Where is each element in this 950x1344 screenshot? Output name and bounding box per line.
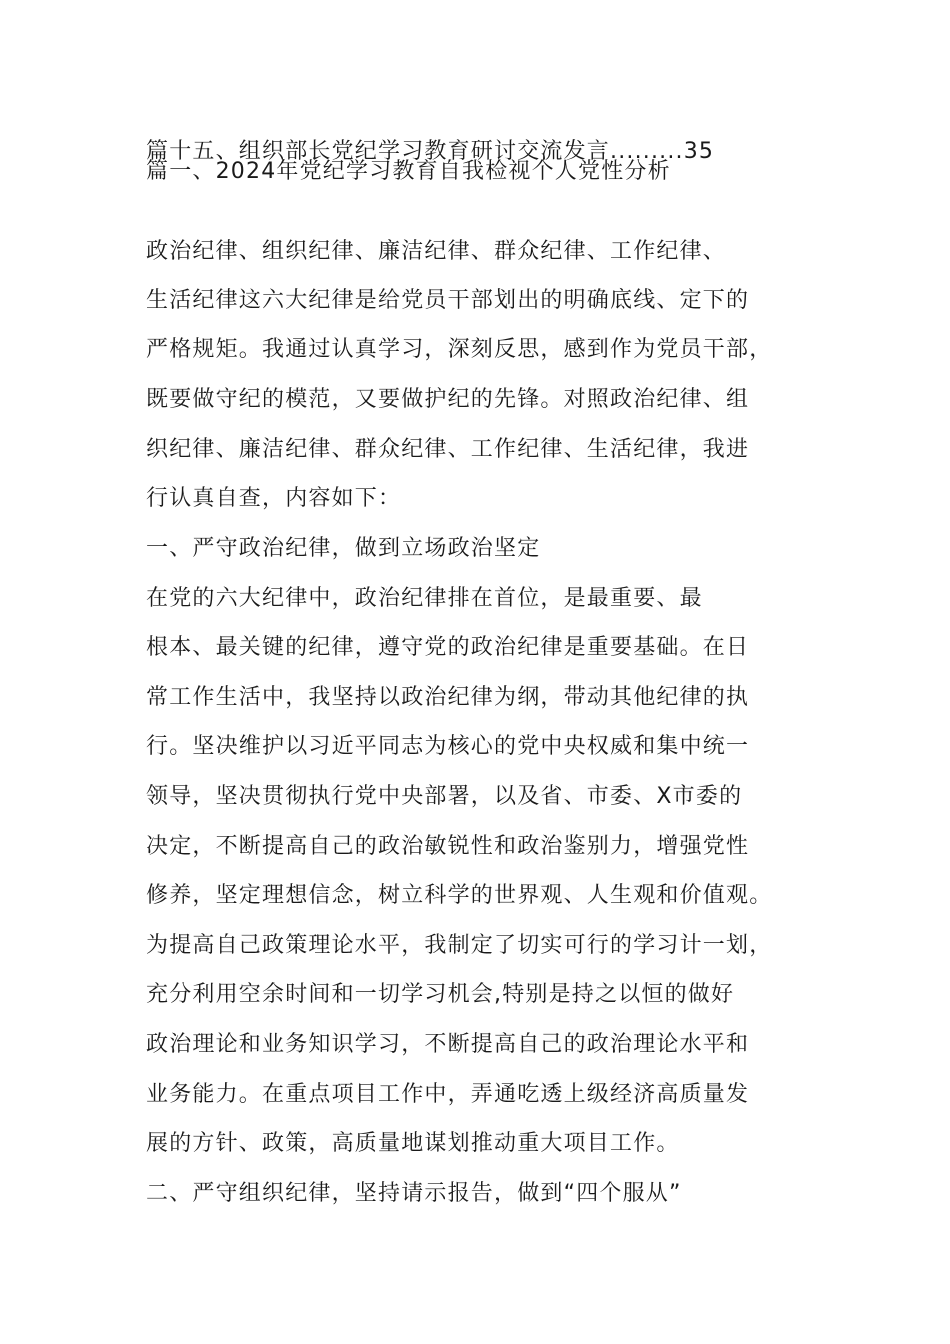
- body-line: 常工作生活中，我坚持以政治纪律为纲，带动其他纪律的执: [146, 685, 750, 710]
- subsection-heading: 一、严守政治纪律，做到立场政治坚定: [146, 536, 541, 561]
- body-line: 织纪律、廉洁纪律、群众纪律、工作纪律、生活纪律，我进: [146, 437, 750, 462]
- body-line: 充分利用空余时间和一切学习机会,特别是持之以恒的做好: [146, 982, 735, 1007]
- body-line: 展的方针、政策，高质量地谋划推动重大项目工作。: [146, 1131, 680, 1156]
- body-line: 在党的六大纪律中，政治纪律排在首位，是最重要、最: [146, 586, 703, 611]
- body-line: 政治理论和业务知识学习，不断提高自己的政治理论水平和: [146, 1032, 750, 1057]
- body-line: 行。坚决维护以习近平同志为核心的党中央权威和集中统一: [146, 734, 750, 759]
- body-line: 决定，不断提高自己的政治敏锐性和政治鉴别力，增强党性: [146, 834, 750, 859]
- body-line: 严格规矩。我通过认真学习，深刻反思，感到作为党员干部，: [146, 337, 773, 362]
- body-line: 既要做守纪的模范，又要做护纪的先锋。对照政治纪律、组: [146, 387, 750, 412]
- body-line: 业务能力。在重点项目工作中，弄通吃透上级经济高质量发: [146, 1082, 750, 1107]
- body-line: 根本、最关键的纪律，遵守党的政治纪律是重要基础。在日: [146, 635, 750, 660]
- subsection-heading: 二、严守组织纪律，坚持请示报告，做到“四个服从”: [146, 1181, 682, 1206]
- body-line: 修养，坚定理想信念，树立科学的世界观、人生观和价值观。: [146, 883, 773, 908]
- body-line: 为提高自己政策理论水平，我制定了切实可行的学习计一划，: [146, 933, 773, 958]
- body-line: 生活纪律这六大纪律是给党员干部划出的明确底线、定下的: [146, 288, 750, 313]
- body-line: 行认真自查，内容如下：: [146, 486, 402, 511]
- section-heading: 篇一、2024年党纪学习教育自我检视个人党性分析: [146, 159, 671, 184]
- toc-entry: 篇十五、组织部长党纪学习教育研讨交流发言.........35: [146, 139, 715, 164]
- body-line: 领导，坚决贯彻执行党中央部署，以及省、市委、X市委的: [146, 784, 743, 809]
- body-line: 政治纪律、组织纪律、廉洁纪律、群众纪律、工作纪律、: [146, 239, 727, 264]
